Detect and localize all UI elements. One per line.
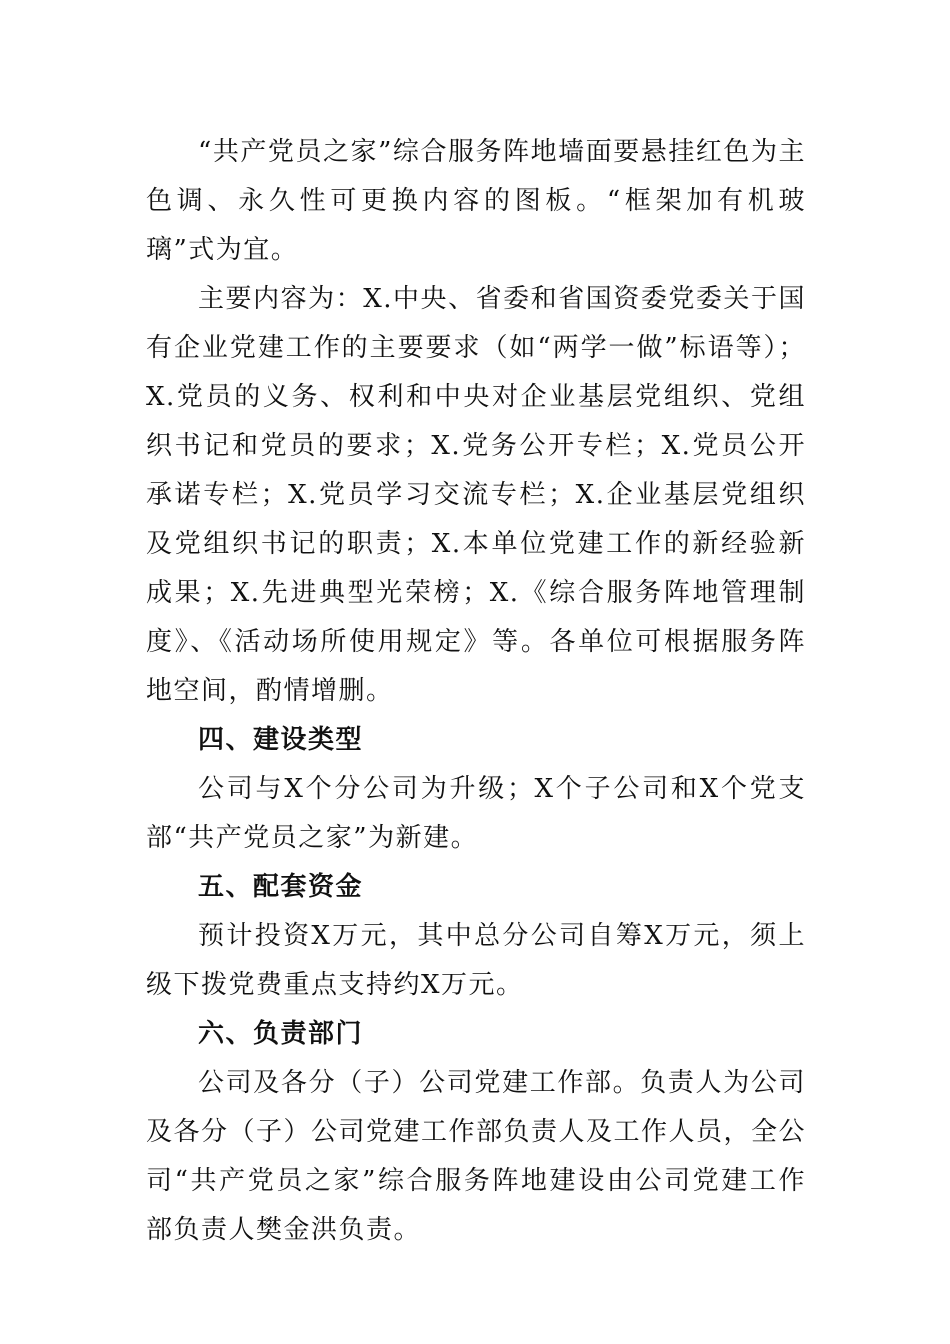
document-body	[146, 128, 806, 1255]
section-heading-construction-type: 四、建设类型	[198, 725, 364, 755]
paragraph-main-content: 主要内容为：X.中央、省委和省国资委党委关于国有企业党建工作的主要要求（如“两学一做”标语等）；X.党员的义务、权利和中央对企业基层党组织、党组织书记和党员的要求；X.党务公开专栏；X.党员公开承诺专栏；X.党员学习交流专栏；X.企业基层党组织及党组织书记的职责；X.本单位党建工作的新经验新成果；X.先进典型光荣榜；X.《综合服务阵地管理制度》、《活动场所使用规定》等。各单位可根据服务阵地空间，酌情增删。	[146, 284, 806, 706]
paragraph-wall-display: “共产党员之家”综合服务阵地墙面要悬挂红色为主色调、永久性可更换内容的图板。“框架加有机玻璃”式为宜。	[146, 137, 806, 265]
paragraph-funding: 预计投资X万元，其中总分公司自筹X万元，须上级下拨党费重点支持约X万元。	[146, 921, 806, 1000]
paragraph-construction-type: 公司与X个分公司为升级；X个子公司和X个党支部“共产党员之家”为新建。	[146, 774, 806, 853]
section-heading-responsible-dept: 六、负责部门	[198, 1019, 364, 1049]
section-heading-funding: 五、配套资金	[198, 872, 364, 902]
paragraph-responsible-dept: 公司及各分（子）公司党建工作部。负责人为公司及各分（子）公司党建工作部负责人及工作人员，全公司“共产党员之家”综合服务阵地建设由公司党建工作部负责人樊金洪负责。	[146, 1068, 807, 1245]
